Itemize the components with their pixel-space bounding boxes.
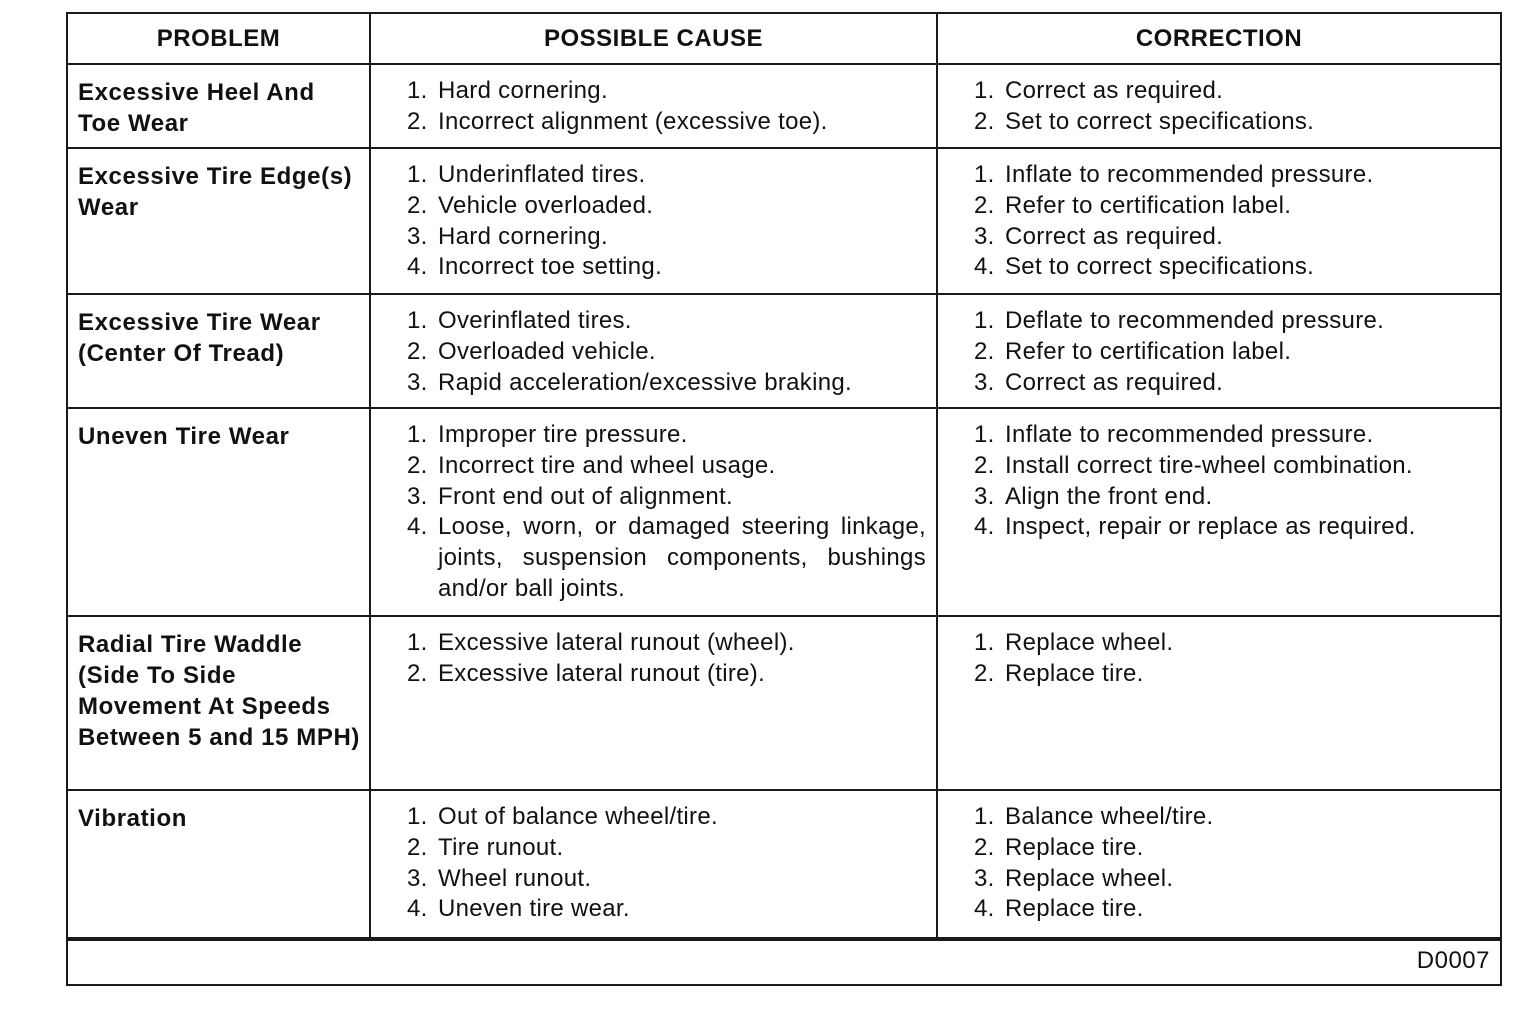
item-number: 2. xyxy=(974,451,995,479)
cause-item xyxy=(407,420,926,451)
correction-cell xyxy=(937,408,1500,616)
correction-item xyxy=(974,337,1490,368)
item-text: Set to correct specifications. xyxy=(1005,253,1315,281)
item-text: Refer to certification label. xyxy=(1005,191,1292,219)
item-text: Replace tire. xyxy=(1005,895,1144,923)
cause-list xyxy=(407,306,926,398)
item-text: Overloaded vehicle. xyxy=(438,337,656,365)
correction-item xyxy=(974,451,1490,482)
item-number: 1. xyxy=(974,307,995,334)
table-row xyxy=(68,408,1500,616)
cause-item xyxy=(407,306,926,337)
cause-list xyxy=(407,76,926,138)
item-number: 2. xyxy=(974,833,995,861)
item-number: 4. xyxy=(974,513,995,541)
item-text: Excessive lateral runout (wheel). xyxy=(438,629,795,656)
correction-item xyxy=(974,864,1490,895)
item-number: 1. xyxy=(407,629,428,656)
problem-cell: Radial Tire Waddle (Side To Side Movement At Speeds Between 5 and 15 MPH) xyxy=(68,616,370,790)
item-text: Vehicle overloaded. xyxy=(438,191,654,219)
item-text: Excessive lateral runout (tire). xyxy=(438,659,766,687)
item-text: Correct as required. xyxy=(1005,77,1224,104)
cause-item xyxy=(407,512,926,604)
correction-item xyxy=(974,894,1490,925)
possible-cause-cell xyxy=(370,616,937,790)
correction-item xyxy=(974,107,1490,138)
correction-item xyxy=(974,191,1490,222)
item-number: 2. xyxy=(974,659,995,687)
header-correction: CORRECTION xyxy=(937,14,1500,64)
correction-cell xyxy=(937,64,1500,148)
table-row xyxy=(68,148,1500,294)
possible-cause-cell xyxy=(370,790,937,938)
correction-item xyxy=(974,222,1490,253)
correction-cell xyxy=(937,616,1500,790)
cause-list xyxy=(407,420,926,605)
item-text: Loose, worn, or damaged steering linkage, joints, suspension components, bushings and/or ball joints. xyxy=(438,513,926,602)
correction-item xyxy=(974,802,1490,833)
item-number: 2. xyxy=(407,107,428,135)
correction-item xyxy=(974,420,1490,451)
cause-item xyxy=(407,864,926,895)
diagnosis-chart xyxy=(66,12,1502,986)
cause-item xyxy=(407,451,926,482)
problem-cell: Excessive Tire Edge(s) Wear xyxy=(68,148,370,294)
item-number: 1. xyxy=(974,161,995,188)
correction-item xyxy=(974,659,1490,690)
header-possible-cause: POSSIBLE CAUSE xyxy=(370,14,937,64)
item-text: Uneven tire wear. xyxy=(438,895,630,923)
correction-item xyxy=(974,160,1490,191)
item-number: 1. xyxy=(407,77,428,104)
correction-item xyxy=(974,482,1490,513)
table-row xyxy=(68,64,1500,148)
item-number: 4. xyxy=(974,253,995,281)
item-text: Tire runout. xyxy=(438,833,564,861)
item-text: Install correct tire-wheel combination. xyxy=(1005,451,1413,479)
item-number: 1. xyxy=(974,77,995,104)
item-number: 1. xyxy=(407,161,428,188)
problem-cell: Excessive Tire Wear (Center Of Tread) xyxy=(68,294,370,408)
figure-code: D0007 xyxy=(1416,947,1490,974)
item-number: 3. xyxy=(407,864,428,892)
item-text: Hard cornering. xyxy=(438,77,608,104)
item-text: Overinflated tires. xyxy=(438,307,632,334)
item-number: 3. xyxy=(407,368,428,396)
item-text: Improper tire pressure. xyxy=(438,421,688,448)
possible-cause-cell xyxy=(370,294,937,408)
item-number: 2. xyxy=(407,337,428,365)
item-text: Out of balance wheel/tire. xyxy=(438,803,718,830)
item-text: Hard cornering. xyxy=(438,222,608,250)
possible-cause-cell xyxy=(370,64,937,148)
table-row xyxy=(68,294,1500,408)
item-text: Replace tire. xyxy=(1005,833,1144,861)
correction-cell xyxy=(937,790,1500,938)
cause-item xyxy=(407,222,926,253)
cause-item xyxy=(407,191,926,222)
cause-item xyxy=(407,482,926,513)
correction-item xyxy=(974,368,1490,399)
correction-item xyxy=(974,628,1490,659)
cause-list xyxy=(407,160,926,283)
item-text: Replace wheel. xyxy=(1005,629,1174,656)
correction-list xyxy=(974,420,1490,543)
cause-item xyxy=(407,76,926,107)
item-number: 1. xyxy=(407,307,428,334)
item-text: Correct as required. xyxy=(1005,222,1224,250)
item-number: 2. xyxy=(407,659,428,687)
problem-cell: Uneven Tire Wear xyxy=(68,408,370,616)
item-number: 2. xyxy=(407,191,428,219)
item-number: 4. xyxy=(974,895,995,923)
correction-list xyxy=(974,802,1490,925)
item-text: Wheel runout. xyxy=(438,864,592,892)
problem-cell: Excessive Heel And Toe Wear xyxy=(68,64,370,148)
cause-item xyxy=(407,160,926,191)
correction-list xyxy=(974,76,1490,138)
item-text: Deflate to recommended pressure. xyxy=(1005,307,1385,334)
cause-item xyxy=(407,252,926,283)
table-body xyxy=(68,64,1500,938)
item-text: Inflate to recommended pressure. xyxy=(1005,421,1374,448)
cause-item xyxy=(407,107,926,138)
item-number: 1. xyxy=(407,421,428,448)
correction-item xyxy=(974,76,1490,107)
cause-item xyxy=(407,337,926,368)
item-number: 2. xyxy=(407,833,428,861)
item-text: Correct as required. xyxy=(1005,368,1224,396)
correction-item xyxy=(974,252,1490,283)
item-number: 3. xyxy=(407,482,428,510)
item-text: Refer to certification label. xyxy=(1005,337,1292,365)
table-row xyxy=(68,616,1500,790)
item-number: 3. xyxy=(974,368,995,396)
cause-list xyxy=(407,628,926,690)
item-text: Front end out of alignment. xyxy=(438,482,733,510)
item-text: Set to correct specifications. xyxy=(1005,107,1315,135)
cause-item xyxy=(407,659,926,690)
item-number: 1. xyxy=(974,421,995,448)
cause-item xyxy=(407,833,926,864)
item-text: Rapid acceleration/excessive braking. xyxy=(438,368,852,396)
item-number: 4. xyxy=(407,513,428,541)
table-row xyxy=(68,790,1500,938)
item-text: Inspect, repair or replace as required. xyxy=(1005,513,1416,541)
possible-cause-cell xyxy=(370,148,937,294)
item-number: 1. xyxy=(974,803,995,830)
correction-item xyxy=(974,512,1490,543)
correction-cell xyxy=(937,148,1500,294)
header-row xyxy=(68,14,1500,64)
item-text: Incorrect alignment (excessive toe). xyxy=(438,107,828,135)
header-problem: PROBLEM xyxy=(68,14,370,64)
item-text: Replace tire. xyxy=(1005,659,1144,687)
item-text: Incorrect toe setting. xyxy=(438,253,663,281)
cause-list xyxy=(407,802,926,925)
item-text: Underinflated tires. xyxy=(438,161,646,188)
item-number: 3. xyxy=(974,482,995,510)
cause-item xyxy=(407,628,926,659)
cause-item xyxy=(407,368,926,399)
item-text: Align the front end. xyxy=(1005,482,1213,510)
item-number: 4. xyxy=(407,895,428,923)
cause-item xyxy=(407,802,926,833)
item-number: 2. xyxy=(974,337,995,365)
item-text: Balance wheel/tire. xyxy=(1005,803,1214,830)
correction-list xyxy=(974,160,1490,283)
item-number: 3. xyxy=(407,222,428,250)
table-footer xyxy=(68,939,1500,984)
correction-list xyxy=(974,306,1490,398)
problem-cell: Vibration xyxy=(68,790,370,938)
diagnosis-table xyxy=(68,14,1500,939)
item-number: 3. xyxy=(974,864,995,892)
item-number: 3. xyxy=(974,222,995,250)
item-number: 1. xyxy=(974,629,995,656)
cause-item xyxy=(407,894,926,925)
item-number: 2. xyxy=(974,191,995,219)
possible-cause-cell xyxy=(370,408,937,616)
item-text: Incorrect tire and wheel usage. xyxy=(438,451,776,479)
item-text: Replace wheel. xyxy=(1005,864,1174,892)
item-number: 2. xyxy=(974,107,995,135)
item-number: 4. xyxy=(407,253,428,281)
correction-item xyxy=(974,833,1490,864)
item-number: 2. xyxy=(407,451,428,479)
item-number: 1. xyxy=(407,803,428,830)
item-text: Inflate to recommended pressure. xyxy=(1005,161,1374,188)
correction-cell xyxy=(937,294,1500,408)
correction-item xyxy=(974,306,1490,337)
correction-list xyxy=(974,628,1490,690)
